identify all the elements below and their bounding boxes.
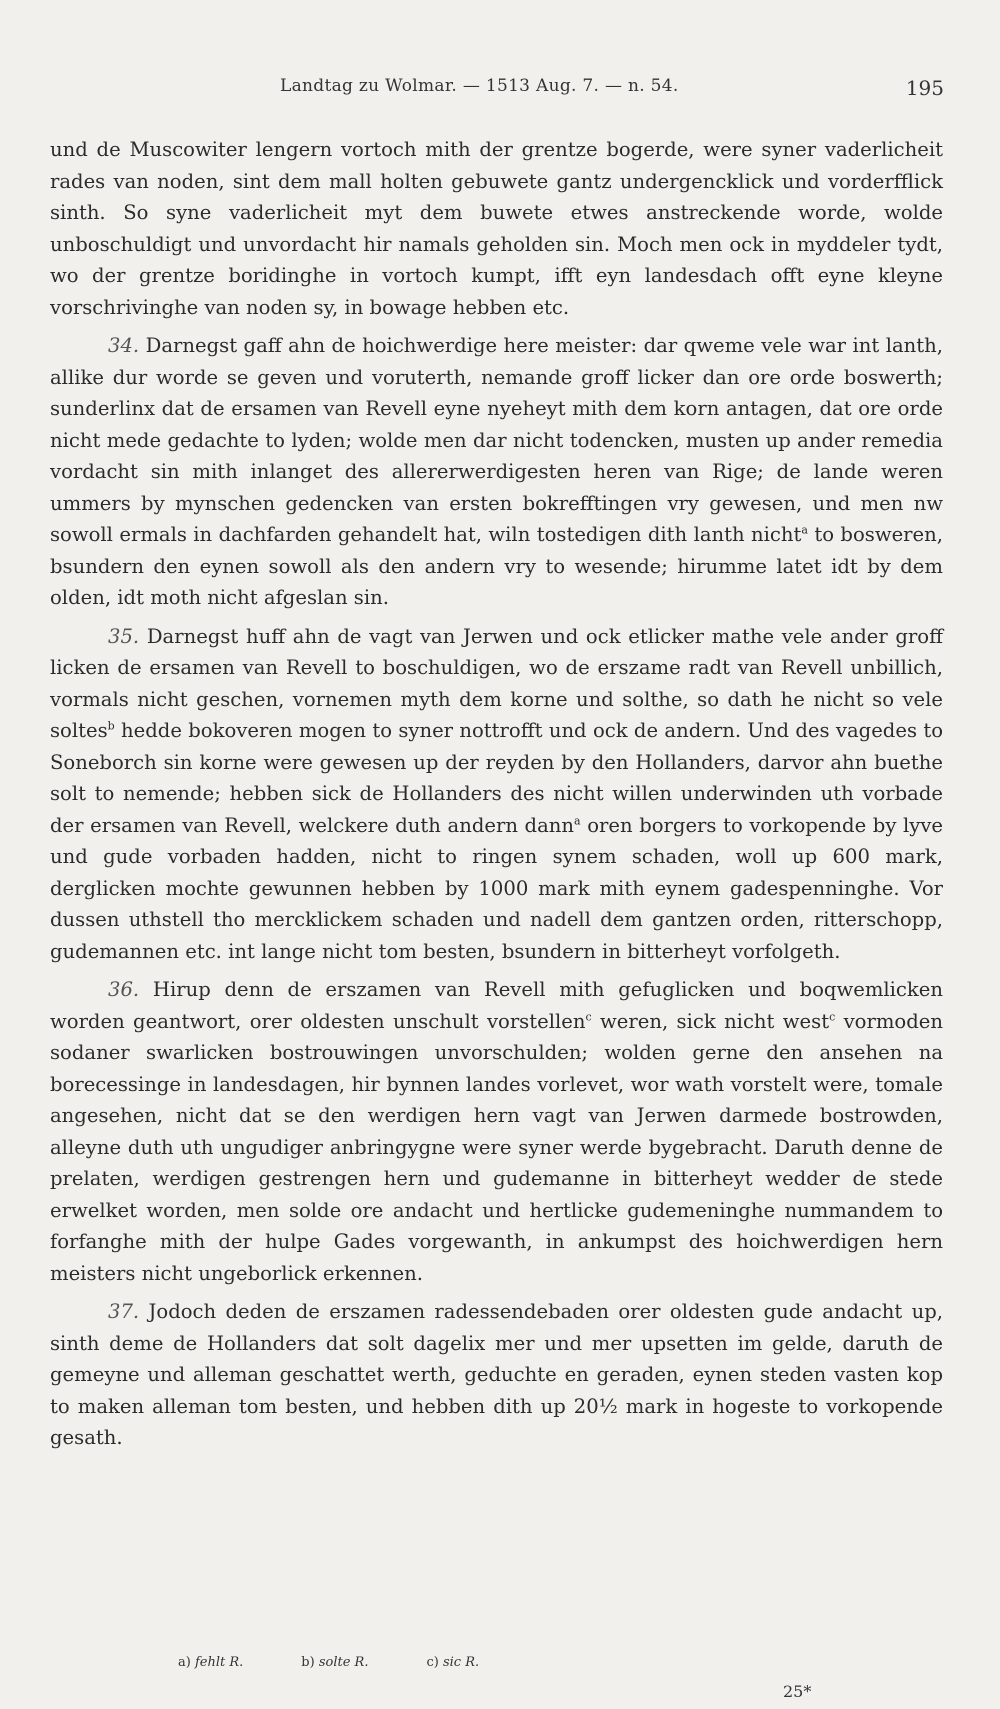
text-segment: Hirup denn de erszamen van Revell mith gefuglicken und boqwemlicken worden geantwort, orer oldesten unschult vorstellen — [50, 978, 943, 1033]
footnote — [426, 1655, 479, 1670]
footnote-marker: c — [829, 1009, 836, 1023]
running-title: Landtag zu Wolmar. — 1513 Aug. 7. — n. 54. — [280, 76, 679, 96]
text-segment: Jodoch deden de erszamen radessendebaden orer oldesten gude andacht up, sinth deme de Hollanders dat solt dagelix mer und mer upsetten im gelde, daruth de gemeyne und alleman geschattet werth, geduchte en geraden, eynen steden vasten kop to maken alleman tom besten, und hebben dith up 20½ mark in hogeste to vorkopende gesath. — [50, 1300, 943, 1449]
running-header — [0, 76, 1000, 106]
footnote-marker: a — [574, 813, 581, 827]
footnote-text: solte R. — [318, 1655, 369, 1670]
signature-mark: 25* — [783, 1682, 812, 1701]
page-number: 195 — [905, 76, 944, 100]
text-segment: hedde bokoveren mogen to syner nottrofft und ock de andern. Und des vagedes to Soneborch sin korne were gewesen up der reyden by den Hollanders, darvor ahn buethe solt to nemende; hebben sick de Hollanders des nicht willen underwinden uth vorbade der ersamen van Revell, welckere duth andern dann — [50, 719, 943, 837]
footnote-marker: a — [801, 523, 808, 537]
paragraph-number: 36. — [108, 978, 140, 1001]
paragraph-number: 34. — [108, 334, 140, 357]
text-segment: Darnegst gaff ahn de hoichwerdige here meister: dar qweme vele war int lanth, allike dur worde se geven und voruterth, nemande groff licker dan ore orde boswerth; sunderlinx dat de ersamen van Revell eyne nyeheyt mith dem korn antagen, dat ore orde nicht mede gedachte to lyden; wolde men dar nicht todencken, musten up ander remedia vordacht sin mith inlanget des allererwerdigesten heren van Rige; de lande weren ummers by mynschen gedencken van ersten bokrefftingen vry gewesen, und men nw sowoll ermals in dachfarden gehandelt hat, wiln tostedigen dith lanth nicht — [50, 334, 943, 546]
footnote-mark: b) — [301, 1655, 315, 1670]
footnote — [178, 1655, 243, 1670]
footnote-text: fehlt R. — [194, 1655, 244, 1670]
paragraph-number: 35. — [108, 624, 140, 648]
footnote — [301, 1655, 368, 1670]
footnote-mark: a) — [178, 1655, 191, 1670]
paragraph — [50, 330, 943, 614]
text-segment: und de Muscowiter lengern vortoch mith der grentze bogerde, were syner vaderlicheit rades van noden, sint dem mall holten gebuwete gantz undergencklick und vorderfflick sinth. So syne vaderlicheit myt dem buwete etwes anstreckende worde, wolde unboschuldigt und unvordacht hir namals geholden sin. Moch men ock in myddeler tydt, wo der grentze boridinghe in vortoch kumpt, ifft eyn landesdach offt eyne kleyne vorschrivinghe van noden sy, in bowage hebben etc. — [50, 138, 943, 319]
footnotes — [178, 1655, 537, 1670]
footnote-marker: c — [585, 1009, 592, 1023]
text-segment: oren borgers to vorkopende by lyve und gude vorbaden hadden, nicht to ringen synem schaden, woll up 600 mark, derglicken mochte gewunnen hebben by 1000 mark mith eynem gadespenninghe. Vor dussen uthstell tho mercklickem schaden und nadell dem gantzen orden, ritterschopp, gudemannen etc. int lange nicht tom besten, bsundern in bitterheyt vorfolgeth. — [50, 813, 944, 963]
footnote-marker: b — [107, 719, 115, 733]
text-segment: weren, sick nicht west — [591, 1009, 830, 1033]
paragraph — [50, 134, 943, 323]
footnote-mark: c) — [426, 1655, 439, 1670]
text-segment: vormoden sodaner swarlicken bostrouwingen unvorschulden; wolden gerne den ansehen na borecessinge in landesdagen, hir bynnen landes vorlevet, wor wath vorstelt were, tomale angesehen, nicht dat se den werdigen hern vagt van Jerwen darmede bostrowden, alleyne duth uth ungudiger anbringygne were syner werde bygebracht. Daruth denne de prelaten, werdigen gestrengen hern und gudemanne in bitterheyt wedder de stede erwelket worden, men solde ore andacht und hertlicke gudemeninghe nummandem to forfanghe mith der hulpe Gades vorgewanth, in ankumpst des hoichwerdigen hern meisters nicht ungeborlick erkennen. — [50, 1009, 943, 1285]
paragraph — [50, 621, 943, 968]
paragraph — [50, 974, 943, 1289]
paragraph-number: 37. — [108, 1300, 140, 1323]
footnote-text: sic R. — [442, 1655, 480, 1670]
text-segment: to bosweren, bsundern den eynen sowoll als den andern vry to wesende; hirumme latet idt by dem olden, idt moth nicht afgeslan sin. — [50, 523, 943, 609]
text-segment: Darnegst huff ahn de vagt van Jerwen und ock etlicker mathe vele ander groff licken de ersamen van Revell to boschuldigen, wo de erszame radt van Revell unbillich, vormals nicht geschen, vornemen myth dem korne und solthe, so dath he nicht so vele soltes — [50, 624, 943, 742]
paragraph — [50, 1296, 943, 1454]
body-text — [50, 134, 943, 1454]
